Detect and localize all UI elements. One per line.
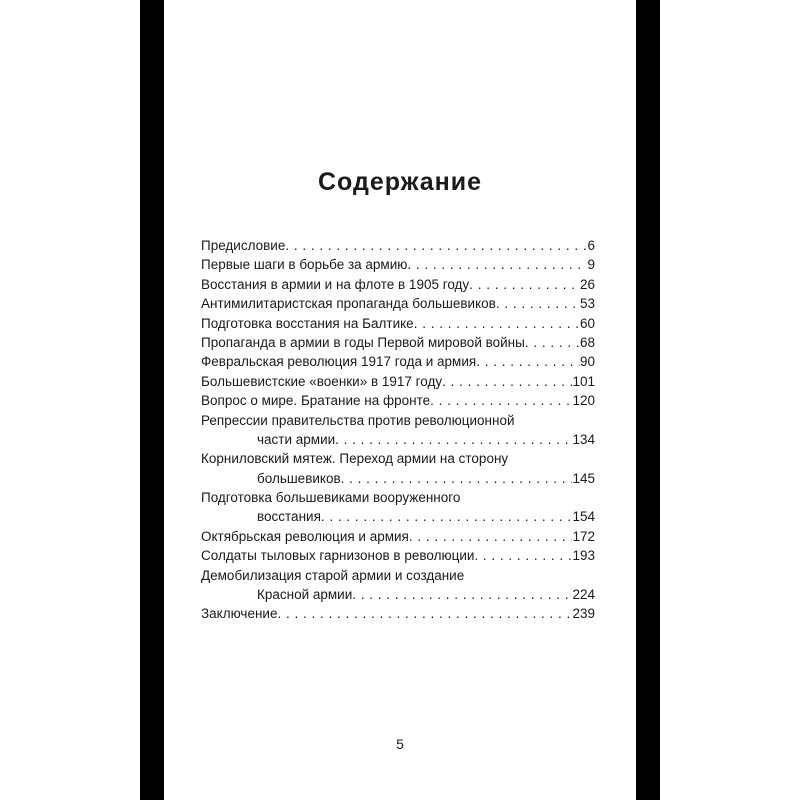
toc-entry-page: 90 [579,354,595,370]
toc-leader-dots [409,527,573,546]
toc-entry-page: 6 [587,238,595,253]
toc-entry-page: 53 [579,296,595,312]
toc-entry-title: Октябрьская революция и армия [201,528,409,544]
toc-entry-title: восстания [257,509,321,525]
toc-entry [201,527,595,546]
toc-leader-dots [352,585,572,604]
toc-leader-dots [430,391,572,410]
toc-leader-dots [407,255,587,274]
toc-entry-title: Демобилизация старой армии и создание [201,567,465,583]
toc-entry-title: Подготовка восстания на Балтике [201,315,414,331]
toc-entry-title: Февральская революция 1917 года и армия [201,354,477,370]
toc-entry-title: большевиков [257,470,341,486]
toc-entry-title: Подготовка большевиками вооруженного [201,490,461,506]
contents-page [164,0,636,800]
toc-entry [201,372,595,391]
toc-entry-title: Большевистские «военки» в 1917 году [201,373,443,389]
toc-leader-dots [525,333,580,352]
toc-leader-dots [335,430,572,449]
toc-entry [201,449,595,468]
toc-entry-page: 154 [572,509,595,525]
toc-entry-title: Восстания в армии и на флоте в 1905 году [201,276,470,292]
left-page-edge [140,0,164,800]
toc-entry [201,352,595,371]
toc-entry [201,585,595,604]
table-of-contents [201,236,595,624]
toc-entry [201,333,595,352]
toc-leader-dots [476,352,580,371]
toc-leader-dots [469,275,580,294]
toc-entry-page: 172 [572,528,595,544]
toc-entry-page: 60 [579,315,595,331]
toc-entry-title: части армии [257,431,336,447]
toc-entry-title: Вопрос о мире. Братание на фронте [201,393,431,409]
toc-entry [201,391,595,410]
toc-entry-page: 145 [572,470,595,486]
toc-entry-title: Репрессии правительства против революционной [201,412,515,428]
toc-entry [201,566,595,585]
toc-entry-title: Пропаганда в армии в годы Первой мировой войны [201,334,525,350]
toc-entry [201,314,595,333]
toc-entry [201,236,595,255]
toc-entry-title: Солдаты тыловых гарнизонов в революции [201,548,475,564]
toc-entry-page: 9 [587,257,595,273]
toc-entry-title: Красной армии [257,587,353,603]
toc-entry-page: 193 [572,548,595,564]
toc-entry [201,469,595,488]
page-number: 5 [396,736,404,752]
right-page-edge [636,0,660,800]
toc-entry [201,411,595,430]
page-title: Содержание [317,168,483,196]
toc-leader-dots [341,469,573,488]
toc-entry [201,507,595,526]
toc-entry-page: 120 [572,393,595,409]
toc-entry-page: 101 [572,373,595,389]
toc-entry [201,430,595,449]
toc-leader-dots [321,507,573,526]
toc-entry [201,255,595,274]
toc-entry [201,546,595,565]
toc-entry-title: Корниловский мятеж. Переход армии на сторону [201,451,509,467]
toc-entry [201,604,595,623]
toc-leader-dots [285,236,587,255]
toc-entry-page: 239 [572,606,595,622]
toc-entry-title: Заключение [201,606,278,622]
toc-leader-dots [474,546,572,565]
toc-entry [201,294,595,313]
toc-leader-dots [496,294,580,313]
toc-entry [201,275,595,294]
toc-entry-page: 68 [579,334,595,350]
toc-leader-dots [414,314,580,333]
toc-leader-dots [277,604,572,623]
toc-entry-page: 134 [572,431,595,447]
toc-entry-page: 224 [572,587,595,603]
toc-entry [201,488,595,507]
toc-entry-title: Первые шаги в борьбе за армию [201,257,408,273]
toc-entry-page: 26 [579,276,595,292]
toc-leader-dots [442,372,572,391]
toc-entry-title: Антимилитаристская пропаганда большевиков [201,296,496,312]
toc-entry-title: Предисловие [201,238,286,253]
